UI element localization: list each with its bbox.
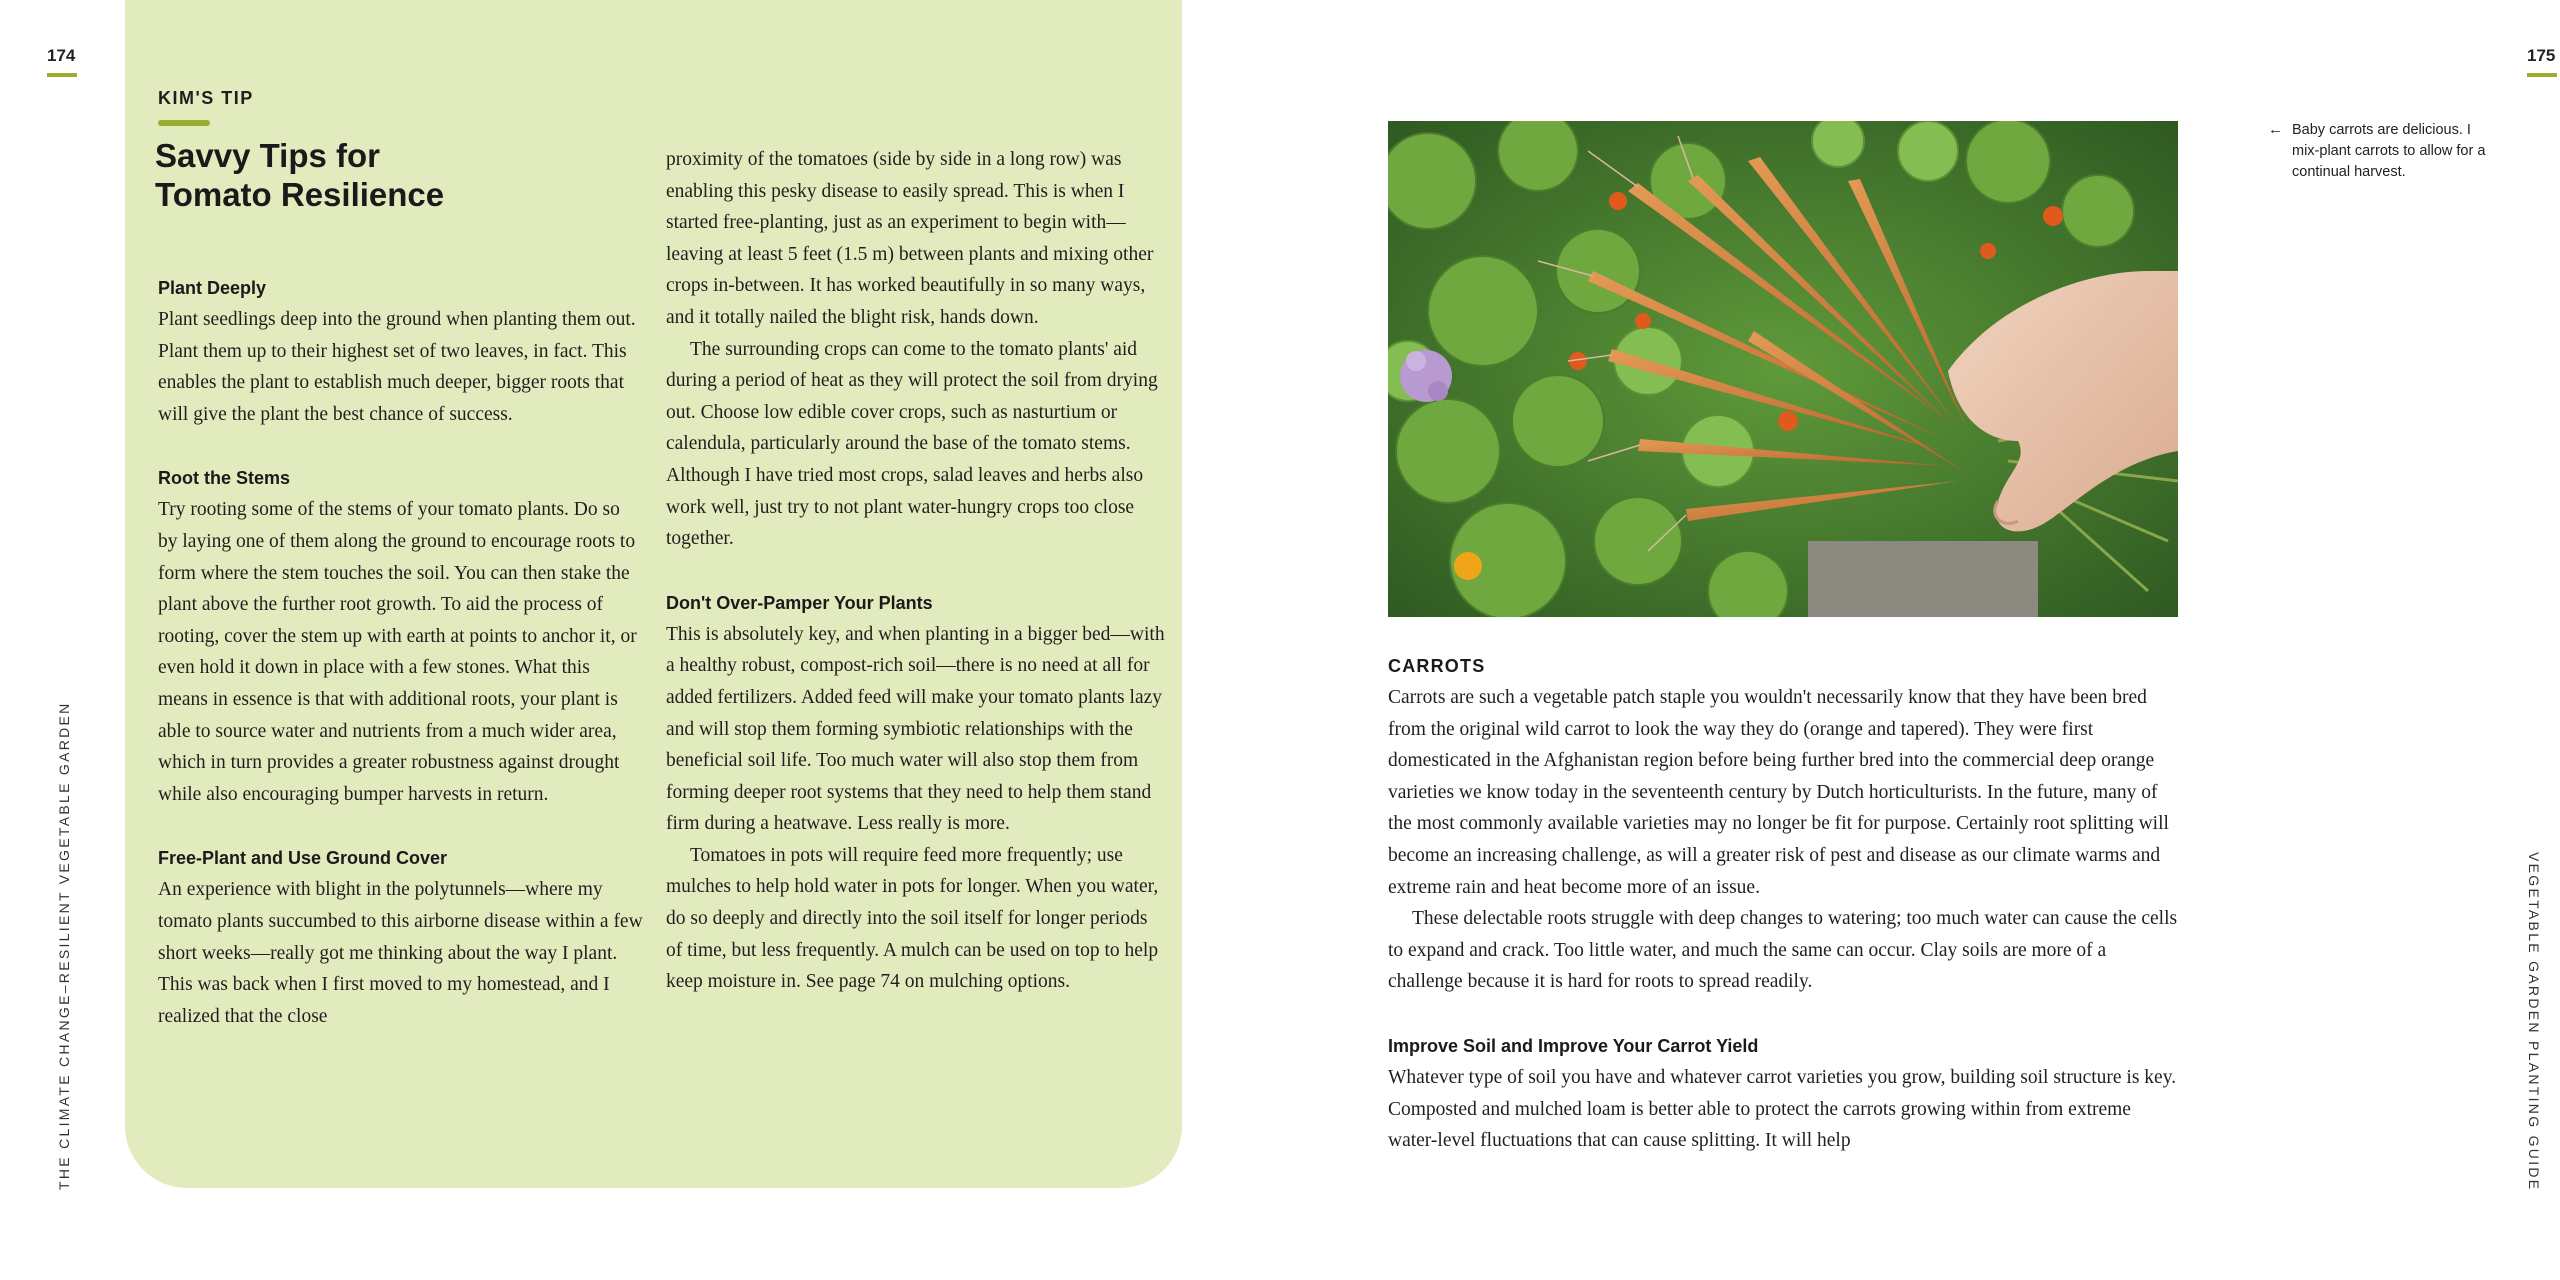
photo-caption [2268, 120, 2492, 182]
page-number: 175 [2527, 46, 2556, 65]
tip-title [155, 136, 444, 214]
paragraph: This is absolutely key, and when planting in a bigger bed—with a healthy robust, compost-rich soil—there is no need at all for added fertilizers. Added feed will make your tomato plants lazy and will stop them forming symbiotic relationships with the beneficial soil life. Too much water will also stop them from forming deeper root systems that they need to help them stand firm during a heatwave. Less really is more. [666, 623, 1165, 835]
paragraph: These delectable roots struggle with deep changes to watering; too much water can cause the cells to expand and crack. Too little water, and much the same can occur. Clay soils are more of a challenge because it is hard for roots to spread readily. [1388, 908, 2178, 993]
page-number: 174 [47, 46, 76, 65]
running-head: VEGETABLE GARDEN PLANTING GUIDE [2526, 852, 2542, 1192]
tip-title-line1: Savvy Tips for [155, 137, 380, 174]
paragraph: Try rooting some of the stems of your tomato plants. Do so by laying one of them along the ground to encourage roots to form where the stem touches the soil. You can then stake the plant above the further root growth. To aid the process of rooting, cover the stem up with earth at points to anchor it, or even hold it down in place with a few stones. What this means in essence is that with additional roots, your plant is able to source water and nutrients from a much wider area, which in turn provides a greater robustness against drought while also encouraging bumper harvests in return. [158, 499, 637, 805]
section-heading: Plant Deeply [158, 278, 267, 298]
running-head: THE CLIMATE CHANGE–RESILIENT VEGETABLE GARDEN [56, 701, 72, 1190]
tip-column-right [666, 144, 1166, 998]
carrots-section [1388, 650, 2183, 1157]
paragraph: An experience with blight in the polytunnels—where my tomato plants succumbed to this airborne disease within a few short weeks—really got me thinking about the way I plant. This was back when I first moved to my homestead, and I realized that the close [158, 879, 643, 1027]
tip-title-line2: Tomato Resilience [155, 176, 445, 213]
paragraph: Plant seedlings deep into the ground when planting them out. Plant them up to their highest set of two leaves, in fact. This enables the plant to establish much deeper, bigger roots that will give the plant the best chance of success. [158, 309, 636, 425]
paragraph: The surrounding crops can come to the tomato plants' aid during a period of heat as they will protect the soil from drying out. Choose low edible cover crops, such as nasturtium or calendula, particularly around the base of the tomato stems. Although I have tried most crops, salad leaves and herbs also work well, just try to not plant water-hungry crops too close together. [666, 338, 1158, 550]
arrow-left-icon: ← [2268, 121, 2283, 138]
paragraph: Whatever type of soil you have and whatever carrot varieties you grow, building soil structure is key. Composted and mulched loam is better able to protect the carrots growing within from extreme water-level fluctuations that can cause splitting. It will help [1388, 1066, 2177, 1152]
tip-label-rule [158, 120, 210, 126]
paragraph: Carrots are such a vegetable patch staple you wouldn't necessarily know that they have been bred from the original wild carrot to look the way they do (orange and tapered). They were first domesticated in the Afghanistan region before being further bred into the commercial deep orange varieties we know today in the seventeenth century by Dutch horticulturists. In the future, many of the most commonly available varieties may no longer be fit for purpose. Certainly root splitting will become an increasing challenge, as will a greater risk of pest and disease as our climate warms and extreme rain and heat become more of an issue. [1388, 687, 2169, 898]
paragraph: Tomatoes in pots will require feed more frequently; use mulches to help hold water in pots for longer. When you water, do so deeply and directly into the soil itself for longer periods of time, but less frequently. A mulch can be used on top to help keep moisture in. See page 74 on mulching options. [666, 844, 1159, 993]
section-heading: Free-Plant and Use Ground Cover [158, 848, 448, 869]
caption-text: Baby carrots are delicious. I mix-plant carrots to allow for a continual harvest. [2292, 122, 2486, 180]
subheading: Improve Soil and Improve Your Carrot Yield [1388, 1035, 1759, 1056]
paragraph: proximity of the tomatoes (side by side in a long row) was enabling this pesky disease to easily spread. This is when I started free-planting, just as an experiment to begin with—leaving at least 5 feet (1.5 m) between plants and mixing other crops in-between. It has worked beautifully in so many ways, and it totally nailed the blight risk, hands down. [666, 149, 1154, 328]
section-heading: Don't Over-Pamper Your Plants [666, 592, 933, 613]
carrots-photo [1388, 121, 2178, 617]
section-heading: Root the Stems [158, 468, 291, 489]
section-heading: CARROTS [1388, 656, 1486, 676]
tip-column-left [158, 272, 643, 1032]
tip-label: KIM'S TIP [158, 88, 254, 108]
